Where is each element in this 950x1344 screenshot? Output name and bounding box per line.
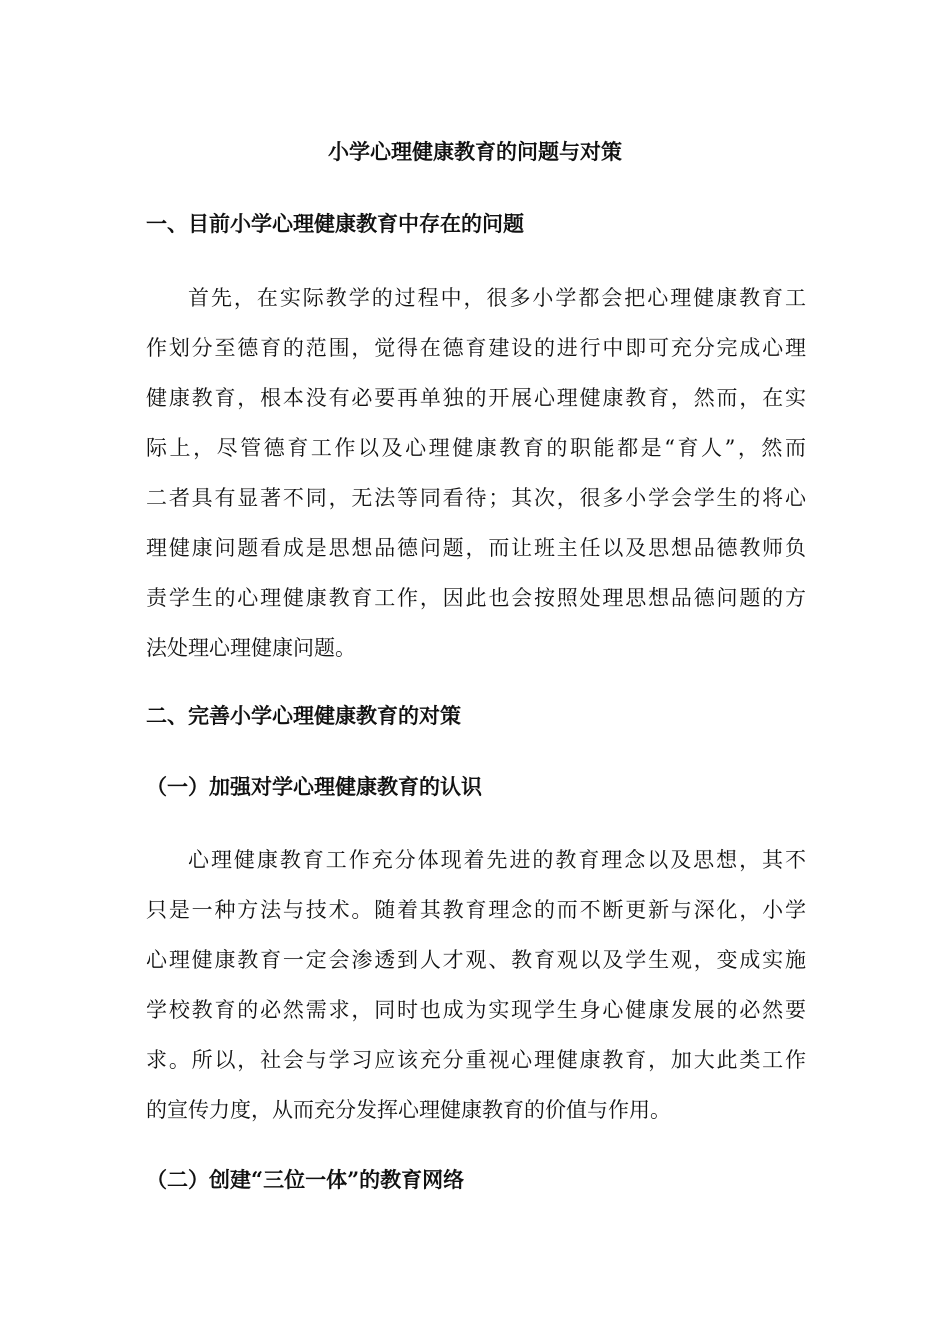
paragraph-line: 健康教育，根本没有必要再单独的开展心理健康教育，然而，在实 (146, 386, 806, 410)
paragraph-line: 学校教育的必然需求，同时也成为实现学生身心健康发展的必然要 (146, 998, 806, 1022)
paragraph-line: 际上，尽管德育工作以及心理健康教育的职能都是“育人”，然而 (146, 436, 806, 460)
paragraph-line: 心理健康教育工作充分体现着先进的教育理念以及思想，其不 (188, 848, 806, 872)
paragraph-line: 理健康问题看成是思想品德问题，而让班主任以及思想品德教师负 (146, 536, 806, 560)
paragraph-line: 求。所以，社会与学习应该充分重视心理健康教育，加大此类工作 (146, 1048, 806, 1072)
paragraph-line: 作划分至德育的范围，觉得在德育建设的进行中即可充分完成心理 (146, 336, 806, 360)
paragraph-line: 法处理心理健康问题。 (146, 636, 356, 660)
paragraph-line: 首先，在实际教学的过程中，很多小学都会把心理健康教育工 (188, 286, 806, 310)
paragraph-line: 二者具有显著不同，无法等同看待；其次，很多小学会学生的将心 (146, 486, 806, 510)
paragraph-line: 的宣传力度，从而充分发挥心理健康教育的价值与作用。 (146, 1098, 671, 1122)
subsection-1-paragraph (146, 835, 806, 1135)
paragraph-line: 责学生的心理健康教育工作，因此也会按照处理思想品德问题的方 (146, 586, 806, 610)
document-title: 小学心理健康教育的问题与对策 (328, 139, 622, 164)
subsection-2-heading: （二）创建“三位一体”的教育网络 (146, 1167, 465, 1192)
paragraph-line: 只是一种方法与技术。随着其教育理念的而不断更新与深化，小学 (146, 898, 806, 922)
section-1-heading: 一、目前小学心理健康教育中存在的问题 (146, 211, 524, 236)
paragraph-line: 心理健康教育一定会渗透到人才观、教育观以及学生观，变成实施 (146, 948, 806, 972)
subsection-1-heading: （一）加强对学心理健康教育的认识 (146, 774, 482, 799)
section-2-heading: 二、完善小学心理健康教育的对策 (146, 703, 461, 728)
section-1-paragraph (146, 273, 806, 673)
